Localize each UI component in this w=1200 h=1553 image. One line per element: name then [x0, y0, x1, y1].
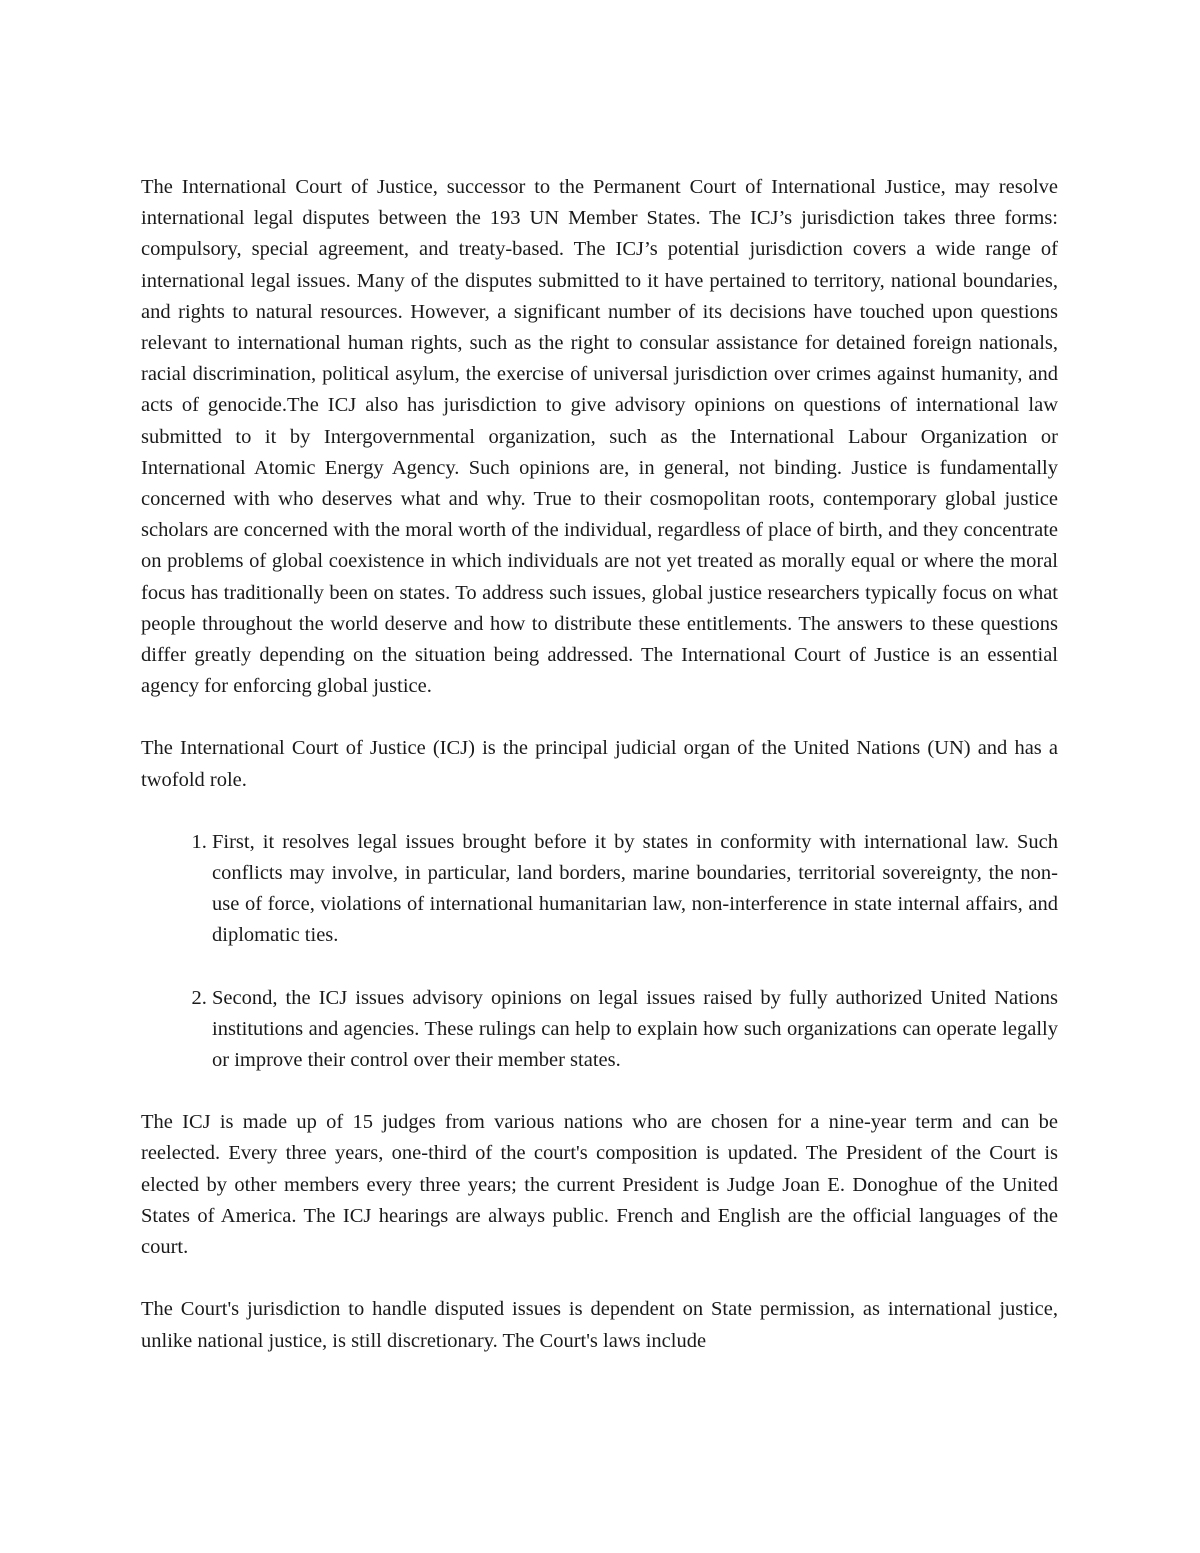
numbered-list	[141, 827, 1058, 1076]
paragraph-icj-role: The International Court of Justice (ICJ) is the principal judicial organ of the United Nations (UN) and has a twofold role.	[141, 737, 1058, 791]
paragraph-icj-overview: The International Court of Justice, successor to the Permanent Court of International Justice, may resolve international legal disputes between the 193 UN Member States. The ICJ’s jurisdiction takes three forms: compulsory, special agreement, and treaty-based. The ICJ’s potential jurisdiction covers a wide range of international legal issues. Many of the disputes submitted to it have pertained to territory, national boundaries, and rights to natural resources. However, a significant number of its decisions have touched upon questions relevant to international human rights, such as the right to consular assistance for detained foreign nationals, racial discrimination, political asylum, the exercise of universal jurisdiction over crimes against humanity, and acts of genocide.The ICJ also has jurisdiction to give advisory opinions on questions of international law submitted to it by Intergovernmental organization, such as the International Labour Organization or International Atomic Energy Agency. Such opinions are, in general, not binding. Justice is fundamentally concerned with who deserves what and why. True to their cosmopolitan roots, contemporary global justice scholars are concerned with the moral worth of the individual, regardless of place of birth, and they concentrate on problems of global coexistence in which individuals are not yet treated as morally equal or where the moral focus has traditionally been on states. To address such issues, global justice researchers typically focus on what people throughout the world deserve and how to distribute these entitlements. The answers to these questions differ greatly depending on the situation being addressed. The International Court of Justice is an essential agency for enforcing global justice.	[141, 176, 1058, 698]
paragraph-icj-jurisdiction: The Court's jurisdiction to handle disputed issues is dependent on State permission, as international justice, unlike national justice, is still discretionary. The Court's laws include	[141, 1298, 1058, 1352]
document-body	[141, 172, 1058, 1357]
paragraph-icj-judges: The ICJ is made up of 15 judges from various nations who are chosen for a nine-year term and can be reelected. Every three years, one-third of the court's composition is updated. The President of the Court is elected by other members every three years; the current President is Judge Joan E. Donoghue of the United States of America. The ICJ hearings are always public. French and English are the official languages of the court.	[141, 1111, 1058, 1259]
list-item: 1. First, it resolves legal issues brought before it by states in conformity with international law. Such conflicts may involve, in particular, land borders, marine boundaries, territorial sovereignty, the non-use of force, violations of international humanitarian law, non-interference in state internal affairs, and diplomatic ties.	[212, 827, 1058, 952]
list-item: 2. Second, the ICJ issues advisory opinions on legal issues raised by fully authorized United Nations institutions and agencies. These rulings can help to explain how such organizations can operate legally or improve their control over their member states.	[212, 983, 1058, 1077]
